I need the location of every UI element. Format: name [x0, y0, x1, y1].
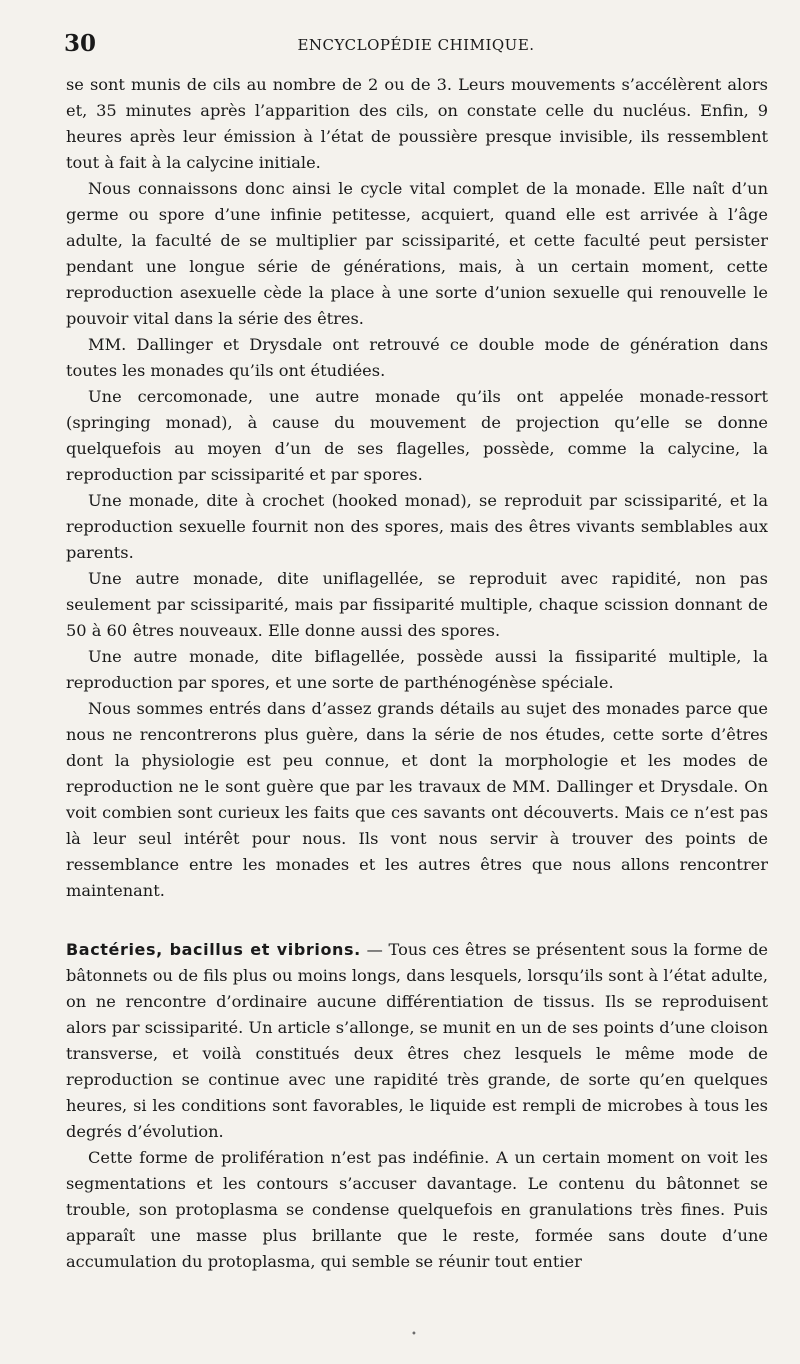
- section-dash: —: [360, 940, 389, 959]
- paragraph: Une autre monade, dite uniflagellée, se reproduit avec rapidité, non pas seulement par scissiparité, mais par fissiparité multiple, chaque scission donnant de 50 à 60 êtres nouveaux. Elle donne aussi des spores.: [66, 569, 768, 640]
- paragraph: Une cercomonade, une autre monade qu’ils ont appelée monade-ressort (springing monad), à cause du mouvement de projection qu’elle se donne quelquefois au moyen d’un de ses flagelles, possède, comme la calycine, la reproduction par scissiparité et par spores.: [66, 387, 768, 484]
- section-heading: Bactéries, bacillus et vibrions.: [66, 940, 361, 959]
- paragraph: Nous sommes entrés dans d’assez grands détails au sujet des monades parce que nous ne rencontrerons plus guère, dans la série de nos études, cette sorte d’êtres dont la physiologie est peu connue, et dont la morphologie et les modes de reproduction ne le sont guère que par les travaux de MM. Dallinger et Drysdale. On voit combien sont curieux les faits que ces savants ont découverts. Mais ce n’est pas là leur seul intérêt pour nous. Ils vont nous servir à trouver des points de ressemblance entre les monades et les autres êtres que nous allons rencontrer maintenant.: [66, 699, 768, 900]
- paragraph: Une autre monade, dite biflagellée, possède aussi la fissiparité multiple, la reproduction par spores, et une sorte de parthénogénèse spéciale.: [66, 647, 768, 692]
- page-body: [66, 72, 768, 1275]
- paragraph: se sont munis de cils au nombre de 2 ou de 3. Leurs mouvements s’accélèrent alors et, 35 minutes après l’apparition des cils, on constate celle du nucléus. Enfin, 9 heures après leur émission à l’état de poussière presque invisible, ils ressemblent tout à fait à la calycine initiale.: [66, 75, 768, 172]
- page-number: 30: [64, 30, 97, 57]
- paragraph: Cette forme de prolifération n’est pas indéfinie. A un certain moment on voit les segmentations et les contours s’accuser davantage. Le contenu du bâtonnet se trouble, son protoplasma se condense quelquefois en granulations très fines. Puis apparaît une masse plus brillante que le reste, formée sans doute d’une accumulation du protoplasma, qui semble se réunir tout entier: [66, 1148, 768, 1271]
- page-header: [64, 30, 768, 62]
- paragraph: MM. Dallinger et Drysdale ont retrouvé ce double mode de génération dans toutes les monades qu’ils ont étudiées.: [66, 335, 768, 380]
- bottom-mark: •: [411, 1329, 417, 1340]
- paragraph: Une monade, dite à crochet (hooked monad), se reproduit par scissiparité, et la reproduction sexuelle fournit non des spores, mais des êtres vivants semblables aux parents.: [66, 491, 768, 562]
- paragraph: Nous connaissons donc ainsi le cycle vital complet de la monade. Elle naît d’un germe ou spore d’une infinie petitesse, acquiert, quand elle est arrivée à l’âge adulte, la faculté de se multiplier par scissiparité, et cette faculté peut persister pendant une longue série de générations, mais, à un certain moment, cette reproduction asexuelle cède la place à une sorte d’union sexuelle qui renouvelle le pouvoir vital dans la série des êtres.: [66, 179, 768, 328]
- section-paragraph: [66, 937, 768, 1145]
- running-head: ENCYCLOPÉDIE CHIMIQUE.: [297, 36, 535, 54]
- section-text: Tous ces êtres se présentent sous la forme de bâtonnets ou de fils plus ou moins longs, dans lesquels, lorsqu’ils sont à l’état adulte, on ne rencontre d’ordinaire aucune différentiation de tissus. Ils se reproduisent alors par scissiparité. Un article s’allonge, se munit en un de ses points d’une cloison transverse, et voilà constitués deux êtres chez lesquels le même mode de reproduction se continue avec une rapidité très grande, de sorte qu’en quelques heures, si les conditions sont favorables, le liquide est rempli de microbes à tous les degrés d’évolution.: [66, 940, 769, 1141]
